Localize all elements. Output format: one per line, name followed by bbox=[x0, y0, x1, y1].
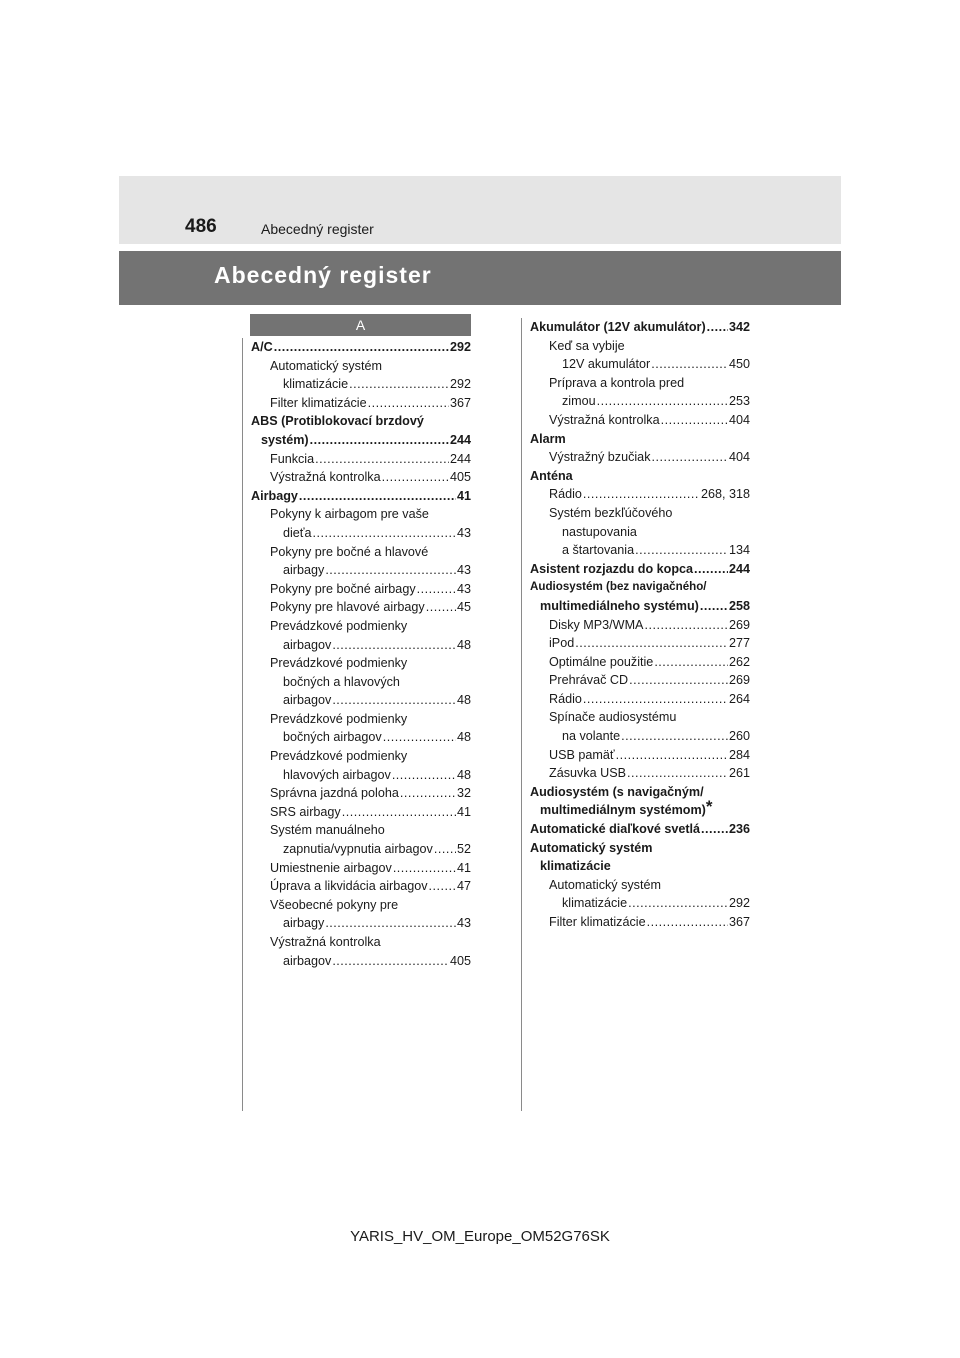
index-entry-term: SRS airbagy bbox=[270, 804, 341, 819]
index-entry bbox=[251, 914, 471, 933]
index-entry-term: Zásuvka USB bbox=[549, 766, 626, 781]
index-entry bbox=[251, 487, 471, 506]
dot-leader bbox=[700, 597, 728, 616]
index-entry-page: 253 bbox=[728, 394, 750, 409]
dot-leader bbox=[332, 691, 456, 710]
dot-leader bbox=[583, 690, 728, 709]
index-entry-page: 269 bbox=[728, 617, 750, 632]
index-entry bbox=[251, 933, 471, 952]
index-entry-term: USB pamäť bbox=[549, 747, 615, 762]
index-entry-term: Rádio bbox=[549, 691, 582, 706]
index-entry bbox=[251, 840, 471, 859]
index-entry bbox=[251, 896, 471, 915]
index-entry-term: Spínače audiosystému bbox=[549, 710, 677, 725]
index-entry-term: a štartovania bbox=[562, 543, 635, 558]
index-entry-term: Prehrávač CD bbox=[549, 673, 629, 688]
index-entry-term: Automatické diaľkové svetlá bbox=[530, 822, 701, 837]
index-entry-page: 260 bbox=[728, 729, 750, 744]
dot-leader bbox=[299, 487, 456, 506]
index-entry bbox=[251, 877, 471, 896]
index-entry-term: Pokyny pre bočné airbagy bbox=[270, 581, 416, 596]
index-entry bbox=[530, 541, 750, 560]
index-entry bbox=[251, 673, 471, 692]
index-entry bbox=[251, 394, 471, 413]
index-entry bbox=[251, 580, 471, 599]
index-entry-page: 43 bbox=[456, 525, 471, 540]
index-entry-term: Anténa bbox=[530, 468, 573, 483]
index-entry bbox=[251, 412, 471, 431]
index-column-1 bbox=[251, 338, 471, 970]
column-divider-left bbox=[242, 338, 243, 1111]
index-entry-term: hlavových airbagov bbox=[283, 767, 391, 782]
index-entry bbox=[530, 876, 750, 895]
index-entry bbox=[530, 894, 750, 913]
index-entry bbox=[251, 598, 471, 617]
index-entry-term: Automatický systém bbox=[270, 358, 382, 373]
index-entry bbox=[530, 560, 750, 579]
index-entry: multimediálnym systémom) * bbox=[530, 801, 750, 820]
index-entry-page: 404 bbox=[728, 412, 750, 427]
index-entry-term: Filter klimatizácie bbox=[549, 915, 646, 929]
index-entry bbox=[530, 374, 750, 393]
index-entry bbox=[530, 671, 750, 690]
index-entry-term: airbagov bbox=[283, 693, 332, 708]
index-entry bbox=[530, 653, 750, 672]
dot-leader bbox=[368, 394, 449, 413]
page-number: 486 bbox=[185, 216, 217, 237]
index-column-2 bbox=[530, 318, 750, 932]
index-entry-term: Disky MP3/WMA bbox=[549, 617, 644, 632]
index-entry bbox=[530, 690, 750, 709]
index-entry-term: Pokyny pre hlavové airbagy bbox=[270, 600, 425, 615]
index-entry-term: ABS (Protiblokovací brzdový bbox=[251, 414, 424, 429]
dot-leader bbox=[349, 375, 449, 394]
index-entry-term: Prevádzkové podmienky bbox=[270, 618, 408, 633]
index-entry bbox=[251, 431, 471, 450]
dot-leader bbox=[575, 634, 728, 653]
index-entry-page: 367 bbox=[728, 915, 750, 929]
index-letter-heading: A bbox=[250, 314, 471, 336]
index-entry bbox=[251, 450, 471, 469]
index-entry-term: dieťa bbox=[283, 525, 312, 540]
index-entry-term: klimatizácie bbox=[540, 859, 611, 874]
index-entry bbox=[251, 617, 471, 636]
index-entry bbox=[530, 857, 750, 876]
index-entry-term: Audiosystém (s navigačným/ bbox=[530, 784, 704, 799]
index-entry-term: bočných a hlavových bbox=[283, 674, 400, 689]
index-entry-page: 45 bbox=[456, 600, 471, 615]
index-entry bbox=[251, 505, 471, 524]
index-entry-term: Automatický systém bbox=[549, 877, 661, 892]
index-entry-page: 268, 318 bbox=[700, 487, 750, 502]
dot-leader bbox=[400, 784, 456, 803]
index-entry bbox=[251, 747, 471, 766]
index-entry-page: 292 bbox=[449, 340, 471, 354]
dot-leader bbox=[332, 952, 449, 971]
index-entry-term: Airbagy bbox=[251, 488, 298, 503]
index-entry-page: 284 bbox=[728, 747, 750, 762]
index-entry bbox=[530, 448, 750, 467]
index-entry bbox=[530, 708, 750, 727]
header-section-title: Abecedný register bbox=[261, 221, 374, 237]
dot-leader bbox=[383, 728, 456, 747]
index-entry bbox=[530, 355, 750, 374]
index-entry bbox=[251, 728, 471, 747]
index-entry-term: zapnutia/vypnutia airbagov bbox=[283, 842, 433, 857]
dot-leader bbox=[629, 671, 728, 690]
index-entry bbox=[251, 952, 471, 971]
index-entry-page: 244 bbox=[449, 451, 471, 466]
dot-leader bbox=[644, 616, 728, 635]
index-entry-page: 269 bbox=[728, 673, 750, 688]
index-entry bbox=[530, 820, 750, 839]
dot-leader bbox=[392, 766, 456, 785]
dot-leader bbox=[661, 411, 728, 430]
index-entry-term: Správna jazdná poloha bbox=[270, 786, 399, 801]
dot-leader bbox=[597, 392, 728, 411]
index-entry-page: 292 bbox=[728, 896, 750, 911]
index-entry-page: 450 bbox=[728, 357, 750, 372]
index-entry-page: 292 bbox=[449, 377, 471, 392]
index-entry-page: 134 bbox=[728, 543, 750, 558]
index-entry-term: Výstražný bzučiak bbox=[549, 450, 651, 465]
dot-leader bbox=[627, 764, 728, 783]
dot-leader bbox=[701, 820, 728, 839]
index-entry-term: zimou bbox=[562, 394, 596, 409]
index-entry-term: Alarm bbox=[530, 431, 566, 446]
index-entry-term: Keď sa vybije bbox=[549, 338, 625, 353]
dot-leader bbox=[434, 840, 456, 859]
index-entry-page: 244 bbox=[728, 561, 750, 576]
dot-leader bbox=[652, 448, 728, 467]
dot-leader bbox=[654, 653, 728, 672]
index-entry bbox=[530, 913, 750, 932]
index-entry-term: Filter klimatizácie bbox=[270, 395, 367, 410]
dot-leader bbox=[426, 598, 456, 617]
index-entry-page: 41 bbox=[456, 804, 471, 819]
dot-leader bbox=[325, 914, 456, 933]
index-entry bbox=[530, 318, 750, 337]
index-entry bbox=[251, 821, 471, 840]
index-entry-term: Prevádzkové podmienky bbox=[270, 711, 408, 726]
index-entry-page: 262 bbox=[728, 654, 750, 669]
dot-leader bbox=[647, 913, 728, 932]
index-entry bbox=[251, 561, 471, 580]
index-entry-term: airbagov bbox=[283, 953, 332, 968]
index-entry bbox=[251, 524, 471, 543]
index-entry-term: Výstražná kontrolka bbox=[270, 935, 381, 949]
header-band bbox=[119, 176, 841, 244]
index-entry bbox=[251, 543, 471, 562]
dot-leader bbox=[694, 560, 728, 579]
index-entry-term: Príprava a kontrola pred bbox=[549, 375, 685, 390]
index-entry bbox=[530, 746, 750, 765]
index-entry-page: 52 bbox=[456, 842, 471, 857]
index-entry bbox=[530, 337, 750, 356]
index-entry bbox=[530, 392, 750, 411]
index-entry-term: na volante bbox=[562, 729, 621, 744]
index-entry-term: Automatický systém bbox=[530, 840, 653, 855]
index-entry-term: Asistent rozjazdu do kopca bbox=[530, 561, 694, 576]
index-entry bbox=[530, 430, 750, 449]
index-entry-term: multimediálnym systémom) bbox=[540, 803, 706, 818]
index-entry-term: bočných airbagov bbox=[283, 730, 382, 745]
index-entry-term: nastupovania bbox=[562, 524, 637, 539]
index-entry-term: Pokyny pre bočné a hlavové bbox=[270, 544, 429, 559]
index-entry-term: Výstražná kontrolka bbox=[270, 470, 381, 485]
index-entry-term: A/C bbox=[251, 340, 273, 354]
index-entry-page: 43 bbox=[456, 563, 471, 578]
index-entry-page: 264 bbox=[728, 691, 750, 706]
index-entry bbox=[530, 764, 750, 783]
index-entry-page: 261 bbox=[728, 766, 750, 781]
index-entry bbox=[251, 766, 471, 785]
dot-leader bbox=[393, 859, 456, 878]
index-entry bbox=[530, 504, 750, 523]
index-entry-term: airbagov bbox=[283, 637, 332, 652]
index-entry bbox=[251, 338, 471, 357]
index-entry-term: Všeobecné pokyny pre bbox=[270, 897, 399, 912]
index-entry bbox=[251, 691, 471, 710]
index-entry bbox=[251, 784, 471, 803]
index-entry-term: systém) bbox=[261, 432, 309, 447]
dot-leader bbox=[429, 877, 456, 896]
index-entry-page: 48 bbox=[456, 767, 471, 782]
index-entry bbox=[251, 803, 471, 822]
index-entry-page: 405 bbox=[449, 470, 471, 485]
index-entry-page: 236 bbox=[728, 822, 750, 837]
index-entry-page: 47 bbox=[456, 879, 471, 894]
dot-leader bbox=[310, 431, 449, 450]
document-code: YARIS_HV_OM_Europe_OM52G76SK bbox=[350, 1228, 610, 1245]
index-entry-term: Audiosystém (bez navigačného/ bbox=[530, 580, 707, 594]
index-entry-term: Rádio bbox=[549, 487, 582, 502]
index-entry bbox=[530, 578, 750, 597]
index-entry bbox=[251, 859, 471, 878]
index-entry-term: 12V akumulátor bbox=[562, 357, 651, 372]
index-entry-term: Umiestnenie airbagov bbox=[270, 860, 392, 875]
page-title: Abecedný register bbox=[214, 262, 432, 288]
index-entry-page: 48 bbox=[456, 637, 471, 652]
index-entry bbox=[530, 597, 750, 616]
index-entry bbox=[251, 357, 471, 376]
index-entry-page: 367 bbox=[449, 395, 471, 410]
index-entry bbox=[251, 636, 471, 655]
index-entry bbox=[251, 710, 471, 729]
index-entry-page: 43 bbox=[456, 916, 471, 931]
index-entry-term: Systém bezkľúčového bbox=[549, 505, 673, 520]
index-entry-term: Akumulátor (12V akumulátor) bbox=[530, 320, 706, 334]
index-entry bbox=[530, 411, 750, 430]
index-entry-page: 277 bbox=[728, 636, 750, 651]
index-entry-term: Úprava a likvidácia airbagov bbox=[270, 879, 428, 894]
index-entry-term: iPod bbox=[549, 636, 575, 651]
dot-leader bbox=[707, 318, 728, 337]
index-entry-term: Optimálne použitie bbox=[549, 654, 654, 669]
index-entry-page: 342 bbox=[728, 320, 750, 334]
index-entry bbox=[530, 523, 750, 542]
dot-leader bbox=[628, 894, 728, 913]
dot-leader bbox=[621, 727, 728, 746]
index-entry-term: Prevádzkové podmienky bbox=[270, 749, 408, 764]
dot-leader bbox=[332, 636, 456, 655]
index-entry-page: 405 bbox=[449, 953, 471, 968]
dot-leader bbox=[315, 450, 449, 469]
dot-leader bbox=[651, 355, 728, 374]
dot-leader bbox=[274, 338, 449, 357]
index-entry bbox=[251, 468, 471, 487]
index-entry-page: 41 bbox=[456, 860, 471, 875]
index-entry bbox=[251, 654, 471, 673]
index-entry-term: klimatizácie bbox=[283, 377, 349, 392]
index-entry bbox=[530, 616, 750, 635]
index-entry-term: klimatizácie bbox=[562, 896, 628, 911]
index-entry-page: 48 bbox=[456, 730, 471, 745]
index-entry bbox=[530, 634, 750, 653]
index-entry bbox=[530, 839, 750, 858]
dot-leader bbox=[342, 803, 456, 822]
index-entry bbox=[530, 783, 750, 802]
dot-leader bbox=[382, 468, 449, 487]
index-entry-page: 48 bbox=[456, 693, 471, 708]
index-entry-term: Systém manuálneho bbox=[270, 823, 385, 838]
index-entry-page: 43 bbox=[456, 581, 471, 596]
dot-leader bbox=[325, 561, 456, 580]
dot-leader bbox=[313, 524, 456, 543]
index-entry-term: airbagy bbox=[283, 916, 325, 931]
dot-leader bbox=[417, 580, 456, 599]
dot-leader bbox=[616, 746, 728, 765]
index-entry-page: 244 bbox=[449, 432, 471, 447]
index-entry-page: 258 bbox=[728, 598, 750, 613]
dot-leader bbox=[583, 485, 700, 504]
index-entry bbox=[530, 485, 750, 504]
index-entry bbox=[530, 467, 750, 486]
index-entry-term: Funkcia bbox=[270, 451, 315, 466]
index-entry-term: Pokyny k airbagom pre vaše bbox=[270, 507, 429, 522]
index-entry-term: Prevádzkové podmienky bbox=[270, 656, 408, 671]
index-entry-page: 41 bbox=[456, 488, 471, 503]
index-entry bbox=[530, 727, 750, 746]
index-entry-term: airbagy bbox=[283, 563, 325, 578]
index-entry-term: Výstražná kontrolka bbox=[549, 412, 660, 427]
index-entry-page: 32 bbox=[456, 786, 471, 801]
dot-leader bbox=[635, 541, 728, 560]
index-entry bbox=[251, 375, 471, 394]
index-entry-term: multimediálneho systému) bbox=[540, 598, 699, 613]
index-entry-page: 404 bbox=[728, 450, 750, 465]
column-divider-middle bbox=[521, 318, 522, 1111]
